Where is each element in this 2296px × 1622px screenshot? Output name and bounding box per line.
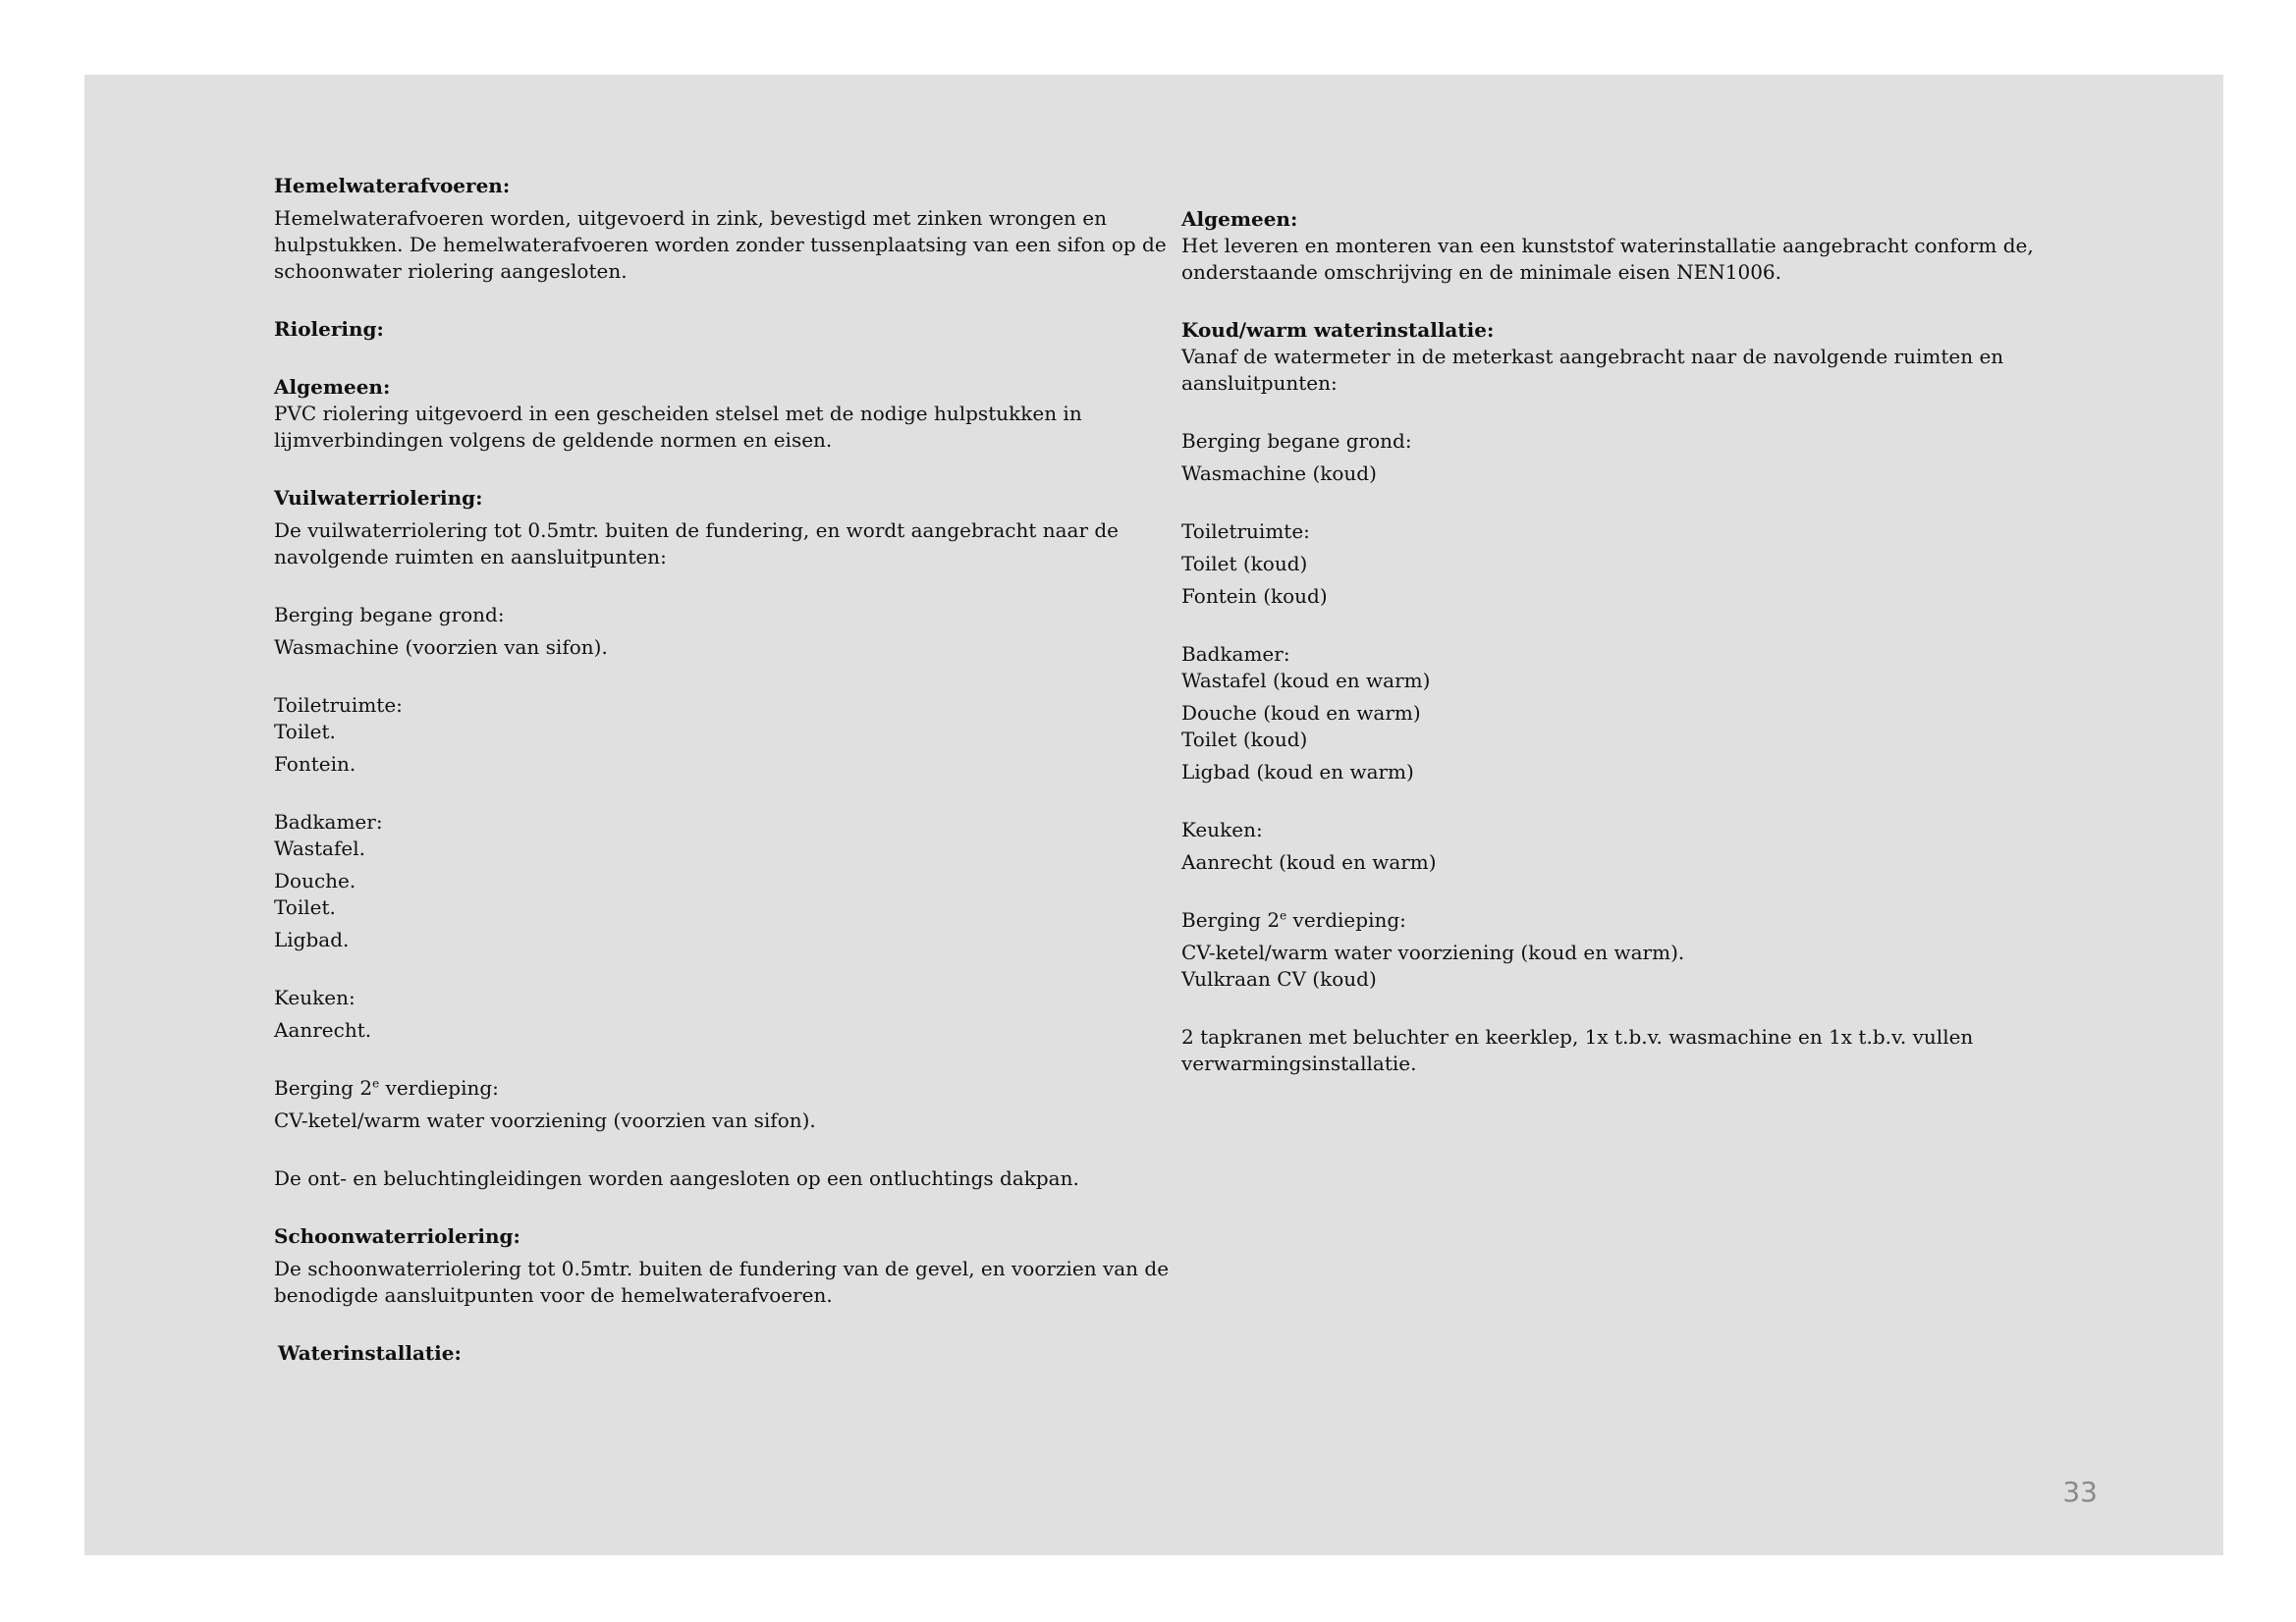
heading-schoonwaterriolering: Schoonwaterriolering: [274,1224,520,1248]
paragraph-line: Vanaf de watermeter in de meterkast aangebracht naar de navolgende ruimten en [1181,345,2004,368]
list-item: Toilet (koud) [1181,552,1308,575]
paragraph-line: De schoonwaterriolering tot 0.5mtr. buiten de fundering van de gevel, en voorzien van de [274,1257,1170,1280]
paragraph-line: Hemelwaterafvoeren worden, uitgevoerd in zink, bevestigd met zinken wrongen en [274,206,1108,230]
list-item: Fontein (koud) [1181,584,1328,608]
heading-koud-warm-waterinstallatie: Koud/warm waterinstallatie: [1181,318,1495,342]
list-item: Toilet. [274,895,336,919]
document-page [84,75,2223,1555]
list-item: Fontein. [274,752,356,776]
page-number: 33 [2062,1476,2098,1508]
list-item: Ligbad (koud en warm) [1181,760,1414,784]
paragraph-line: navolgende ruimten en aansluitpunten: [274,545,667,568]
paragraph-line: Het leveren en monteren van een kunststof waterinstallatie aangebracht conform de, [1181,234,2034,257]
list-item: Toilet. [274,720,336,743]
paragraph-line: aansluitpunten: [1181,371,1338,395]
room-label: Toiletruimte: [274,693,403,717]
paragraph-line: benodigde aansluitpunten voor de hemelwaterafvoeren. [274,1283,833,1307]
list-item: CV-ketel/warm water voorziening (voorzien van sifon). [274,1108,816,1132]
heading-algemeen: Algemeen: [1181,207,1298,231]
list-item: Douche. [274,869,356,892]
paragraph-line: schoonwater riolering aangesloten. [274,259,628,283]
room-label: Toiletruimte: [1181,519,1310,543]
list-item: Wasmachine (koud) [1181,461,1377,485]
room-label-text: Berging 2 [274,1076,373,1100]
room-label-text: verdieping: [379,1076,499,1100]
heading-hemelwaterafvoeren: Hemelwaterafvoeren: [274,174,511,197]
list-item: CV-ketel/warm water voorziening (koud en warm). [1181,941,1685,964]
list-item: Vulkraan CV (koud) [1181,967,1377,991]
heading-vuilwaterriolering: Vuilwaterriolering: [274,486,483,510]
list-item: Aanrecht. [274,1018,372,1042]
list-item: Wasmachine (voorzien van sifon). [274,635,608,659]
room-label: Keuken: [1181,818,1263,841]
list-item: Aanrecht (koud en warm) [1181,850,1437,874]
left-column [274,173,1170,1367]
list-item: Toilet (koud) [1181,728,1308,751]
superscript: e [1280,908,1287,923]
list-item: Wastafel. [274,837,365,860]
heading-algemeen: Algemeen: [274,375,391,399]
right-column [1181,206,2046,1077]
room-label: Berging begane grond: [274,603,505,626]
paragraph-line: onderstaande omschrijving en de minimale eisen NEN1006. [1181,260,1782,284]
paragraph-line: De vuilwaterriolering tot 0.5mtr. buiten de fundering, en wordt aangebracht naar de [274,518,1120,542]
room-label [274,1075,1138,1102]
room-label-text: Berging 2 [1181,908,1281,932]
paragraph-line: lijmverbindingen volgens de geldende normen en eisen. [274,428,833,452]
heading-riolering: Riolering: [274,317,384,341]
room-label: Badkamer: [1181,642,1290,666]
room-label-text: verdieping: [1286,908,1406,932]
heading-waterinstallatie: Waterinstallatie: [278,1341,462,1365]
paragraph-line: verwarmingsinstallatie. [1181,1052,1417,1075]
paragraph-line: hulpstukken. De hemelwaterafvoeren worden zonder tussenplaatsing van een sifon op de [274,233,1167,256]
list-item: Ligbad. [274,928,350,951]
room-label: Berging begane grond: [1181,429,1412,453]
superscript: e [372,1076,380,1091]
room-label [1181,907,2046,934]
room-label: Keuken: [274,986,355,1009]
paragraph-line: 2 tapkranen met beluchter en keerklep, 1x t.b.v. wasmachine en 1x t.b.v. vullen [1181,1025,1974,1049]
room-label: Badkamer: [274,810,383,834]
paragraph-line: PVC riolering uitgevoerd in een gescheiden stelsel met de nodige hulpstukken in [274,402,1082,425]
paragraph-line: De ont- en beluchtingleidingen worden aangesloten op een ontluchtings dakpan. [274,1166,1079,1190]
list-item: Wastafel (koud en warm) [1181,669,1431,692]
list-item: Douche (koud en warm) [1181,701,1421,725]
